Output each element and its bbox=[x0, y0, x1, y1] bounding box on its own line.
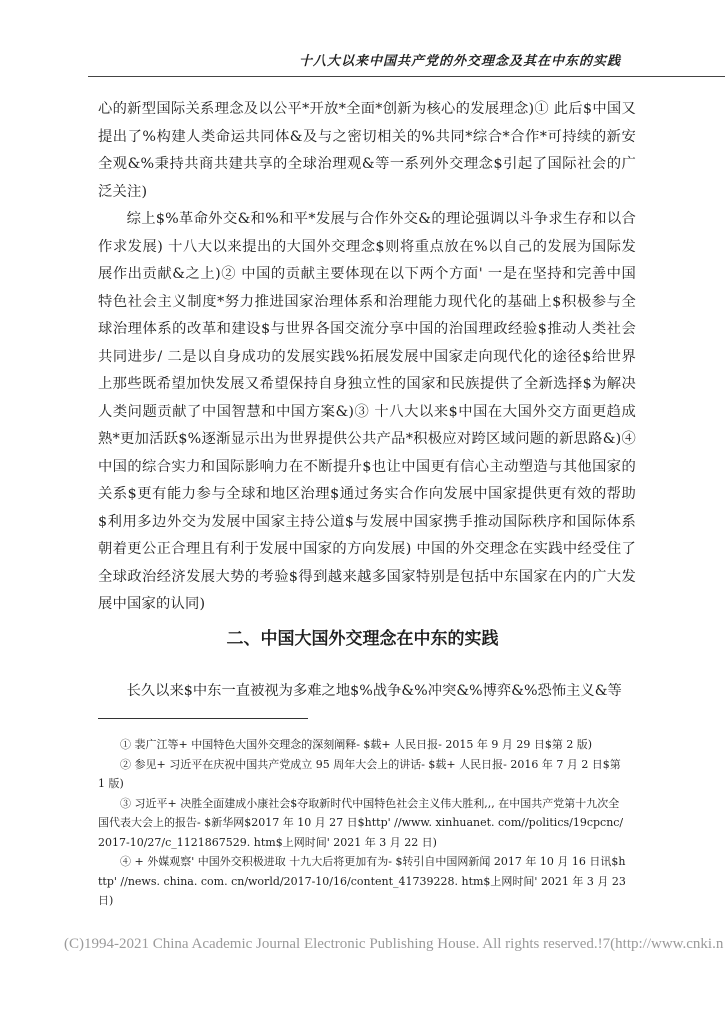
footnote: ④ + 外媒观察' 中国外交积极进取 十九大后将更加有为- $转引自中国网新闻 2017 年 10 月 16 日讯$http' //news. china. com. cn/world/2017-10/16/content_41739228. htm$上网时间' 2021 年 3 月 23 日) bbox=[98, 855, 626, 907]
page-footer bbox=[64, 936, 725, 953]
footnotes bbox=[98, 735, 628, 911]
header-rule bbox=[88, 76, 725, 77]
paragraph: 综上$%革命外交&和%和平*发展与合作外交&的理论强调以斗争求生存和以合作求发展) 十八大以来提出的大国外交理念$则将重点放在%以自己的发展为国际发展作出贡献&之上)② 中国的贡献主要体现在以下两个方面' 一是在坚持和完善中国特色社会主义制度*努力推进国家治理体系和治理能力现代化的基础上$积极参与全球治理体系的改革和建设$与世界各国交流分享中国的治国理政经验$推动人类社会共同进步/ 二是以自身成功的发展实践%拓展发展中国家走向现代化的途径$给世界上那些既希望加快发展又希望保持自身独立性的国家和民族提供了全新选择$为解决人类问题贡献了中国智慧和中国方案&)③ 十八大以来$中国在大国外交方面更趋成熟*更加活跃$%逐渐显示出为世界提供公共产品*积极应对跨区域问题的新思路&)④ 中国的综合实力和国际影响力在不断提升$也让中国更有信心主动塑造与其他国家的关系$更有能力参与全球和地区治理$通过务实合作向发展中国家提供更有效的帮助$利用多边外交为发展中国家主持公道$与发展中国家携手推动国际秩序和国际体系朝着更公正合理且有利于发展中国家的方向发展) 中国的外交理念在实践中经受住了全球政治经济发展大势的考验$得到越来越多国家特别是包括中东国家在内的广大发展中国家的认同) bbox=[98, 211, 636, 612]
section-paragraph: 长久以来$中东一直被视为多难之地$%战争&%冲突&%博弈&%恐怖主义&等 bbox=[126, 683, 622, 699]
paragraph: 心的新型国际关系理念及以公平*开放*全面*创新为核心的发展理念)① 此后$中国又提出了%构建人类命运共同体&及与之密切相关的%共同*综合*合作*可持续的新安全观&%秉持共商共建共享的全球治理观&等一系列外交理念$引起了国际社会的广泛关注) bbox=[98, 101, 636, 200]
source-url: http://www.cnki.n bbox=[615, 936, 724, 952]
running-header: 十八大以来中国共产党的外交理念及其在中东的实践 bbox=[298, 54, 621, 69]
section-heading: 二、中国大国外交理念在中东的实践 bbox=[226, 629, 499, 649]
page-number: !7( bbox=[597, 936, 616, 952]
body-text bbox=[98, 96, 636, 619]
footnote-rule bbox=[98, 718, 308, 719]
copyright-notice: (C)1994-2021 China Academic Journal Electronic Publishing House. All rights reserved. bbox=[64, 936, 598, 952]
footnote: ② 参见+ 习近平在庆祝中国共产党成立 95 周年大会上的讲话- $载+ 人民日报- 2016 年 7 月 2 日$第 1 版) bbox=[98, 757, 621, 790]
footnote: ③ 习近平+ 决胜全面建成小康社会$夺取新时代中国特色社会主义伟大胜利,,, 在中国共产党第十九次全国代表大会上的报告- $新华网$2017 年 10 月 27 日$http' //www. xinhuanet. com//politics/19cpcnc/2017-10/27/c_1121867529. htm$上网时间' 2021 年 3 月 22 日) bbox=[98, 796, 624, 849]
footnote: ① 裴广江等+ 中国特色大国外交理念的深刻阐释- $载+ 人民日报- 2015 年 9 月 29 日$第 2 版) bbox=[120, 738, 593, 751]
